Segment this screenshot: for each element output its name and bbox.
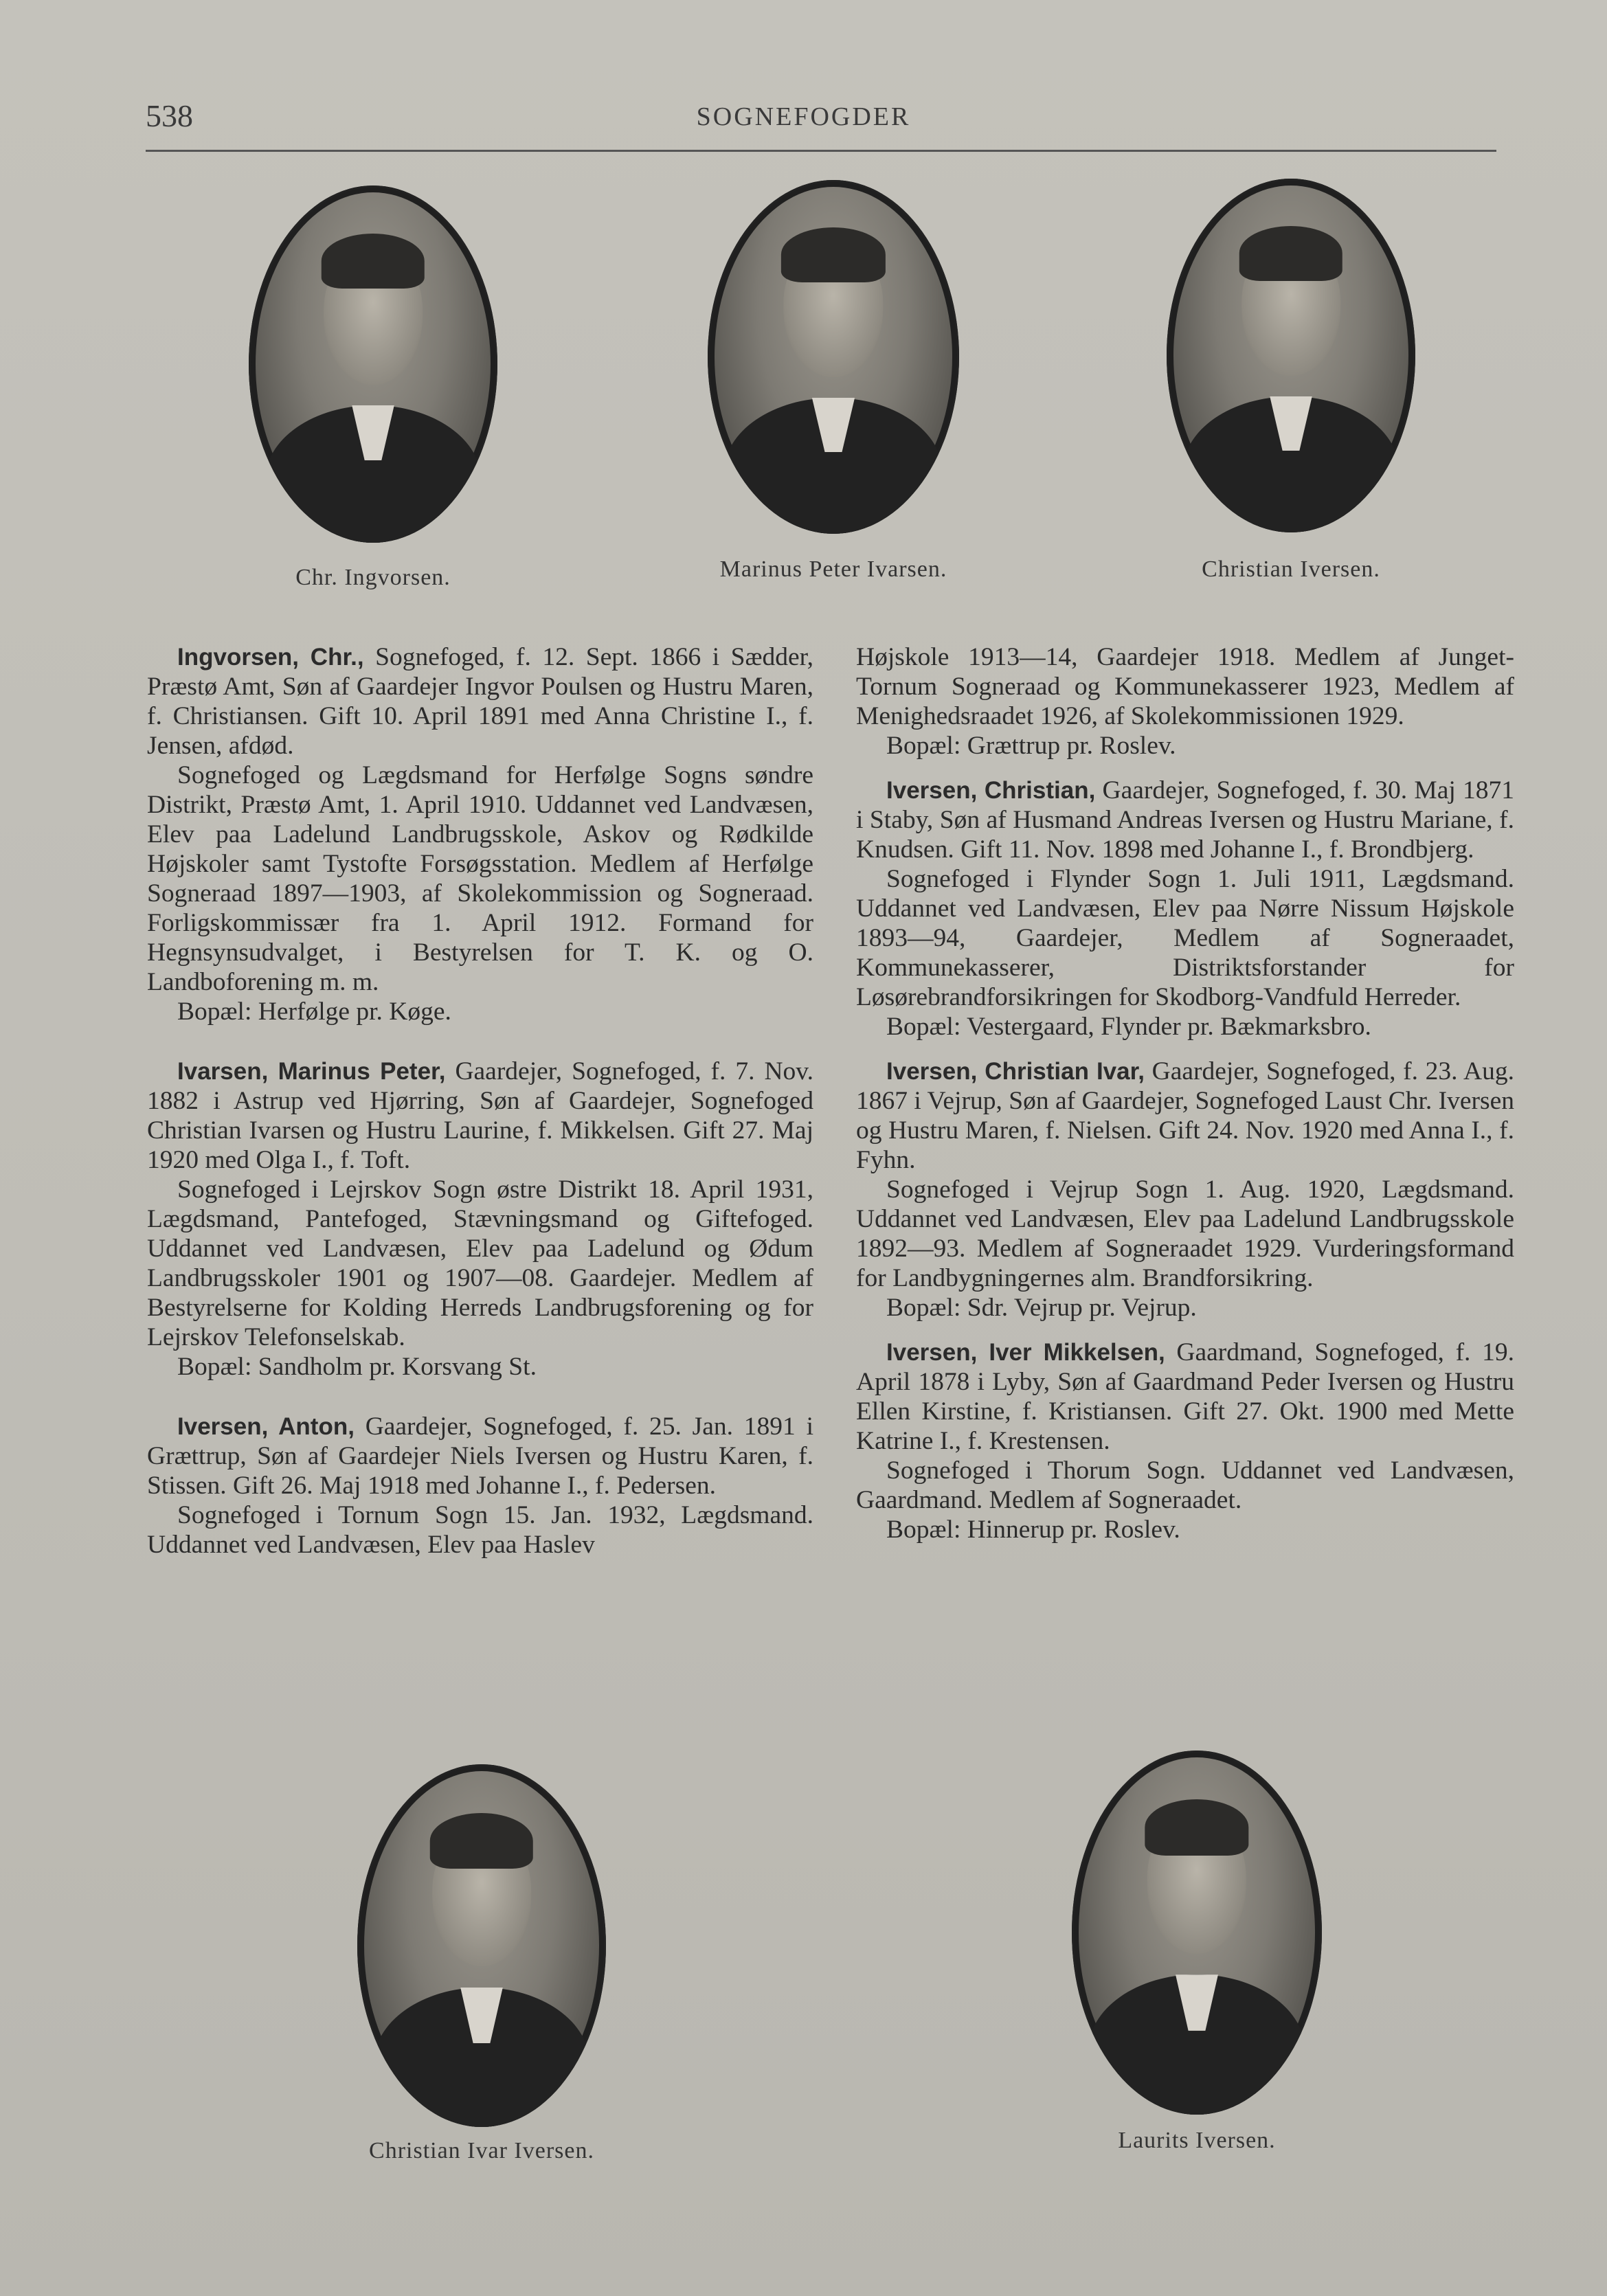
portrait-caption: Marinus Peter Ivarsen.: [719, 556, 947, 582]
portrait-photo: [249, 185, 497, 543]
running-title: SOGNEFOGDER: [696, 102, 911, 131]
entry-name: Ingvorsen, Chr.,: [177, 644, 364, 671]
entry-address: Bopæl: Sandholm pr. Korsvang St.: [177, 1353, 537, 1381]
entry-text: Gaardmand, Sognefoged, f. 19. April 1878 i Lyby, Søn af Gaardmand Peder Iversen og Hustru Ellen Kirstine, f. Kristiansen. Gift 27. Okt. 1900 med Mette Katrine I., f. Krestensen.: [856, 1338, 1514, 1455]
portrait-caption: Chr. Ingvorsen.: [295, 565, 451, 590]
entry-address: Bopæl: Hinnerup pr. Roslev.: [886, 1516, 1180, 1544]
entry-ingvorsen: [147, 642, 813, 761]
portrait-photo: [708, 180, 959, 534]
entry-name: Iversen, Anton,: [177, 1413, 355, 1440]
entry-address: Bopæl: Vestergaard, Flynder pr. Bækmarksbro.: [886, 1013, 1371, 1041]
entry-text: Sognefoged og Lægdsmand for Herfølge Sogns søndre Distrikt, Præstø Amt, 1. April 1910. Uddannet ved Landvæsen, Elev paa Ladelund Landbrugsskole, Askov og Rødkilde Højskoler samt Tystofte Forsøgsstation. Medlem af Herfølge Sogneraad 1897—1903, af Skolekommission og Sogneraad. Forligskommissær fra 1. April 1912. Formand for Hegnsynsudvalget, i Bestyrelsen for T. K. og O. Landboforening m. m.: [147, 761, 813, 996]
entry-name: Iversen, Christian Ivar,: [886, 1058, 1145, 1085]
entry-text: Gaardejer, Sognefoged, f. 25. Jan. 1891 i Grættrup, Søn af Gaardejer Niels Iversen og Hustru Karen, f. Stissen. Gift 26. Maj 1918 med Johanne I., f. Pedersen.: [147, 1413, 813, 1500]
portrait-caption: Christian Ivar Iversen.: [369, 2138, 594, 2163]
entry-text: Sognefoged i Vejrup Sogn 1. Aug. 1920, Lægdsmand. Uddannet ved Landvæsen, Elev paa Ladelund Landbrugsskole 1892—93. Medlem af Sogneraadet 1929. Vurderingsformand for Landbygningernes alm. Brandforsikring.: [856, 1175, 1514, 1292]
entry-iversen-iver: [856, 1338, 1514, 1456]
entry-text: Sognefoged, f. 12. Sept. 1866 i Sædder, Præstø Amt, Søn af Gaardejer Ingvor Poulsen og Hustru Maren, f. Christiansen. Gift 10. April 1891 med Anna Christine I., f. Jensen, afdød.: [147, 643, 813, 760]
entry-name: Iversen, Christian,: [886, 777, 1096, 804]
portrait-photo: [1167, 179, 1415, 532]
entry-text: Sognefoged i Tornum Sogn 15. Jan. 1932, Lægdsmand. Uddannet ved Landvæsen, Elev paa Haslev: [147, 1501, 813, 1559]
entry-name: Iversen, Iver Mikkelsen,: [886, 1339, 1165, 1366]
header-rule: [146, 150, 1496, 152]
entry-address: Bopæl: Grættrup pr. Roslev.: [886, 732, 1176, 760]
entry-text: Gaardejer, Sognefoged, f. 23. Aug. 1867 i Vejrup, Søn af Gaardejer, Sognefoged Laust Chr. Iversen og Hustru Maren, f. Nielsen. Gift 24. Nov. 1920 med Anna I., f. Fyhn.: [856, 1057, 1514, 1174]
left-column: [147, 642, 813, 1560]
entry-address: Bopæl: Sdr. Vejrup pr. Vejrup.: [886, 1294, 1197, 1322]
entry-iversen-anton: [147, 1412, 813, 1500]
entry-ivarsen: [147, 1057, 813, 1175]
entry-address: Bopæl: Herfølge pr. Køge.: [177, 998, 451, 1026]
entry-continuation: Højskole 1913—14, Gaardejer 1918. Medlem af Junget-Tornum Sogneraad og Kommunekasserer 1923, Medlem af Menighedsraadet 1926, af Skolekommissionen 1929.: [856, 643, 1514, 730]
portrait-photo: [357, 1764, 606, 2127]
entry-iversen-christian-ivar: [856, 1057, 1514, 1175]
entry-iversen-christian: [856, 776, 1514, 864]
entry-text: Sognefoged i Thorum Sogn. Uddannet ved Landvæsen, Gaardmand. Medlem af Sogneraadet.: [856, 1456, 1514, 1514]
page-number: 538: [146, 98, 193, 133]
entry-text: Gaardejer, Sognefoged, f. 30. Maj 1871 i Staby, Søn af Husmand Andreas Iversen og Hustru Mariane, f. Knudsen. Gift 11. Nov. 1898 med Johanne I., f. Brondbjerg.: [856, 776, 1515, 864]
entry-name: Ivarsen, Marinus Peter,: [177, 1058, 446, 1085]
portrait-photo: [1072, 1751, 1322, 2115]
portrait-caption: Christian Iversen.: [1202, 556, 1380, 582]
right-column: [856, 642, 1514, 1544]
entry-text: Sognefoged i Lejrskov Sogn østre Distrikt 18. April 1931, Lægdsmand, Pantefoged, Stævningsmand og Giftefoged. Uddannet ved Landvæsen, Elev paa Ladelund og Ødum Landbrugsskoler 1901 og 1907—08. Gaardejer. Medlem af Bestyrelserne for Kolding Herreds Landbrugsforening og for Lejrskov Telefonselskab.: [147, 1175, 813, 1351]
portrait-caption: Laurits Iversen.: [1118, 2128, 1276, 2153]
entry-text: Gaardejer, Sognefoged, f. 7. Nov. 1882 i Astrup ved Hjørring, Søn af Gaardejer, Sognefoged Christian Ivarsen og Hustru Laurine, f. Mikkelsen. Gift 27. Maj 1920 med Olga I., f. Toft.: [147, 1057, 813, 1174]
entry-text: Sognefoged i Flynder Sogn 1. Juli 1911, Lægdsmand. Uddannet ved Landvæsen, Elev paa Nørre Nissum Højskole 1893—94, Gaardejer, Medlem af Sogneraadet, Kommunekasserer, Distriktsforstander for Løsørebrandforsikringen for Skodborg-Vandfuld Herreder.: [856, 865, 1514, 1011]
